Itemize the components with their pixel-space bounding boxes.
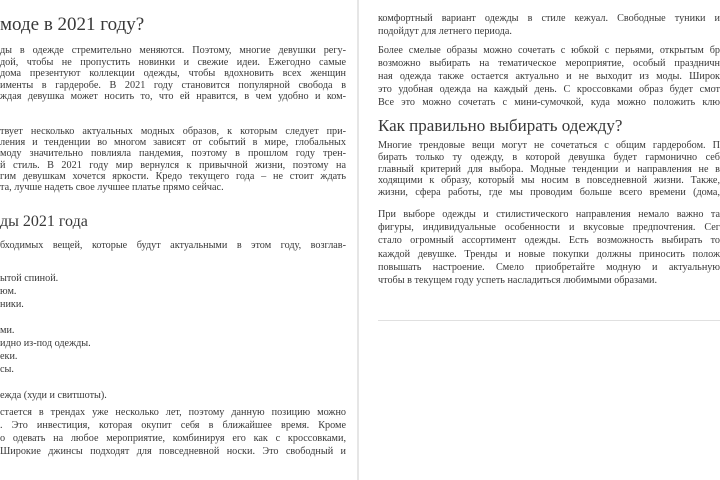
paragraph-line: бирать только ту одежду, в которой девушка будет гармонично себ [378, 151, 720, 163]
paragraph-line: фигуры, индивидуальные особенности и вкусовые предпочтения. Сег [378, 222, 720, 234]
list-item-hidden [0, 376, 346, 389]
paragraph [378, 45, 720, 109]
section-heading: ды 2021 года [0, 213, 88, 230]
paragraph-line: стало огромный ассортимент одежды. Есть возможность выбирать то [378, 235, 720, 247]
paragraph-line: главный критерий для выбора. Модные тенденции и направления не в [378, 163, 720, 175]
paragraph-line: та, лучше надеть свое лучшее платье прямо сейчас. [0, 181, 224, 193]
paragraph-line: моду значительно повлияла пандемия, поэтому в прошлом году трен- [0, 148, 346, 160]
list-item: еки. [0, 351, 18, 362]
paragraph-line: й стиль. В 2021 году мир вернулся к привычной жизни, поэтому на [0, 159, 346, 171]
paragraph-line: комфортный вариант одежды в стиле кежуал. Свободные туники и [378, 13, 720, 24]
list-item: сы. [0, 364, 14, 375]
paragraph-line: именты в гардеробе. В 2021 году становится популярной свобода в [0, 79, 346, 91]
paragraph-line: каждой девушке. Тренды и новые покупки должны приносить полож [378, 248, 720, 260]
paragraph [378, 208, 720, 287]
paragraph-line: о одевать на любое мероприятие, комбинируя его как с кроссовками, [0, 433, 346, 444]
paragraph-line: Широкие джинсы подходят для повседневной носки. Это свободный и [0, 446, 346, 457]
paragraph [0, 45, 346, 103]
paragraph-line: возможно выбирать на тематическое мероприятие, особый праздничн [378, 57, 720, 69]
paragraph-line: При выборе одежды и стилистического направления немало важно та [378, 209, 720, 220]
left-page [0, 0, 346, 480]
list-item: ежда (худи и свитшоты). [0, 390, 107, 401]
list-item: юм. [0, 286, 17, 297]
paragraph-line: ждая девушка может носить то, что ей нравится, в чем удобно и ком- [0, 91, 346, 102]
list-item: ники. [0, 299, 24, 310]
page-divider-line [357, 0, 359, 480]
paragraph-line: дома презентуют коллекции одежды, чтобы вдохновить всех женщин [0, 68, 346, 79]
paragraph-line: Многие трендовые вещи могут не сочетаться с общим гардеробом. П [378, 140, 720, 151]
paragraph-line: чтобы в текущем году успеть насладиться любимыми образами. [378, 274, 658, 286]
list-item: ытой спиной. [0, 273, 59, 284]
paragraph [378, 13, 720, 38]
paragraph [0, 126, 346, 193]
list-item-hidden [0, 311, 346, 324]
paragraph [0, 406, 346, 458]
list-item: идно из-под одежды. [0, 338, 91, 349]
paragraph-line: повышать настроение. Смело приобретайте модную и актуальную [378, 261, 720, 273]
paragraph-line: Все это можно сочетать с мини-сумочкой, куда можно положить клю [378, 96, 720, 108]
paragraph-line: дой, чтобы не пропустить новинки и свежие идеи. Ежегодно самые [0, 56, 346, 68]
paragraph-line: гим девушкам хочется яркости. Кредо текущего года – не стоит ждать [0, 170, 346, 182]
paragraph-line: бходимых вещей, которые будут актуальными в этом году, возглав- [0, 240, 346, 251]
paragraph-line: ная одежда также остается актуально и не выходит из моды. Широк [378, 70, 720, 82]
list-item: ми. [0, 325, 15, 336]
paragraph-line: ходящими к образу, который мы носим в повседневной жизни. Также, [378, 175, 720, 187]
paragraph-line: это удобная одежда на каждый день. С кроссовками образ будет смот [378, 83, 720, 95]
paragraph-line: жизни, сфера работы, где мы проводим больше всего времени (дома, [378, 187, 720, 199]
paragraph-line: твует несколько актуальных модных образов, к которым следует при- [0, 126, 346, 137]
right-page [378, 0, 720, 480]
paragraph-line: ления и тенденции во многом зависят от событий в мире, глобальных [0, 137, 346, 149]
paragraph [378, 140, 720, 199]
trend-list [0, 272, 346, 402]
paragraph-line: . Это инвестиция, которая окупит себя в ближайшее время. Кроме [0, 420, 346, 431]
paragraph-line: подойдут для летнего периода. [378, 25, 512, 37]
article-title: моде в 2021 году? [0, 14, 145, 35]
paragraph [0, 240, 346, 252]
section-heading: Как правильно выбирать одежду? [378, 116, 623, 135]
paragraph-line: Более смелые образы можно сочетать с юбкой с перьями, открытым бр [378, 45, 720, 56]
paragraph-line: стается в трендах уже несколько лет, поэтому данную позицию можно [0, 407, 346, 418]
end-of-article-rule [378, 320, 720, 321]
paragraph-line: ды в одежде стремительно меняются. Поэтому, многие девушки регу- [0, 45, 346, 56]
